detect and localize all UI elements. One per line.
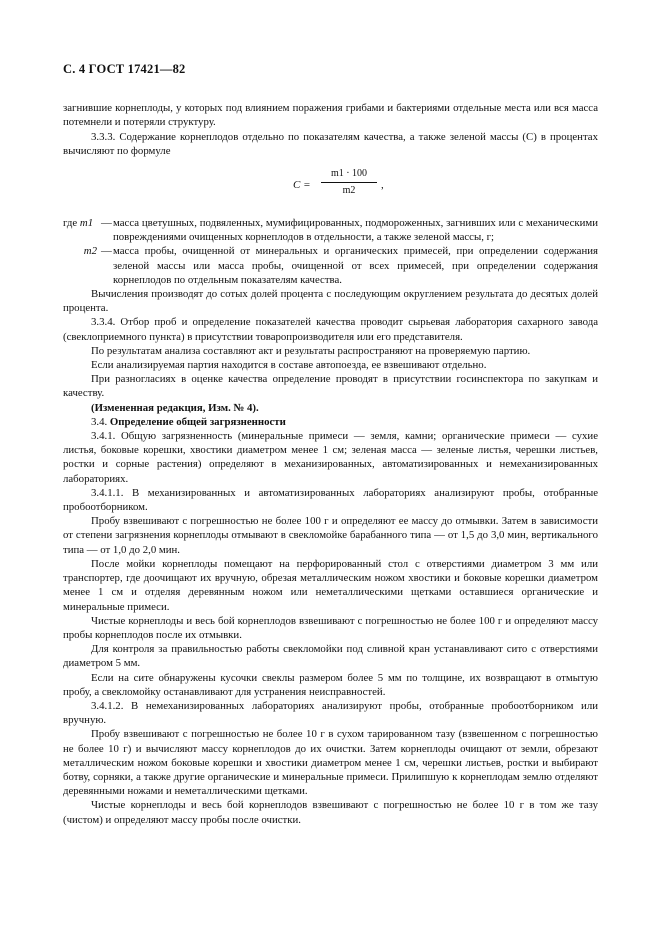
page-header: С. 4 ГОСТ 17421—82 bbox=[63, 62, 186, 76]
paragraph: Пробу взвешивают с погрешностью не более 100 г и определяют ее массу до отмывки. Затем в зависимости от степени загрязнения корнеплоды отмывают в свекломойке барабанного типа — от 1,5 до 3,0 мин, вертикального типа — от 1,0 до 2,0 мин. bbox=[63, 515, 598, 556]
formula-tail: , bbox=[381, 179, 384, 192]
paragraph: Для контроля за правильностью работы свекломойки под сливной кран устанавливают сито с отверстиями диаметром 5 мм. bbox=[63, 643, 598, 670]
paragraph: Если на сите обнаружены кусочки свеклы размером более 5 мм по толщине, их возвращают в отмытую пробу, а свекломойку останавливают для устранения неисправностей. bbox=[63, 671, 598, 698]
definition-text: масса цветушных, подвяленных, мумифицированных, подмороженных, загнивших или с механическими повреждениями очищенных корнеплодов в отдельности, а также зеленой массы, г; bbox=[113, 217, 598, 244]
paragraph: Пробу взвешивают с погрешностью не более 10 г в сухом тарированном тазу (взвешенном с погрешностью не более 10 г) и вычисляют массу корнеплодов до их очистки. Затем корнеплоды очищают от земли, обрезают металлическим ножом боковые корешки и хвостики диаметром менее 1 см, черешки листьев, ростки и выбирают ботву, сорняки, а также другие органические и минеральные примеси. Прилипшую к корнеплодам землю отделяют деревянными ножами и неметаллическими щетками. bbox=[63, 728, 598, 798]
definition-m1 bbox=[63, 216, 598, 244]
paragraph: Чистые корнеплоды и весь бой корнеплодов взвешивают с погрешностью не более 10 г в том же тазу (чистом) и определяют массу пробы после очистки. bbox=[63, 799, 598, 826]
formula-lhs: C = bbox=[293, 179, 311, 192]
paragraph: 3.4.1.2. В немеханизированных лабораториях анализируют пробы, отобранные пробоотборником или вручную. bbox=[63, 699, 598, 727]
definition-dash: — bbox=[101, 217, 112, 230]
definition-term: m2 bbox=[83, 245, 97, 258]
paragraph: После мойки корнеплоды помещают на перфорированный стол с отверстиями диаметром 3 мм или транспортер, где доочищают их вручную, обрезая металлическим ножом хвостики и боковые корешки диаметром менее 1 см и отделяя деревянным ножом или неметаллическими щетками оставшиеся органические и минеральные примеси. bbox=[63, 557, 598, 613]
formula bbox=[63, 168, 598, 208]
paragraph: 3.4.1. Общую загрязненность (минеральные примеси — земля, камни; органические примеси — сухие листья, боковые корешки, хвостики диаметром менее 1 см; зеленая масса — зеленые листья, черешки листьев, ростки и сорные растения) определяют в механизированных, автоматизированных и немеханизированных лабораториях. bbox=[63, 430, 598, 485]
formula-denominator: m2 bbox=[342, 185, 356, 197]
document-page bbox=[63, 62, 598, 827]
paragraph: 3.3.4. Отбор проб и определение показателей качества проводит сырьевая лаборатория сахарного завода (свеклоприемного пункта) в присутствии товаропроизводителя или его представителя. bbox=[63, 316, 598, 343]
amendment-note: (Измененная редакция, Изм. № 4). bbox=[91, 401, 259, 414]
section-heading: 3.4. Определение общей загрязненности bbox=[91, 415, 286, 428]
definition-text: масса пробы, очищенной от минеральных и органических примесей, при определении содержания зеленой массы или масса пробы, очищенной от всех примесей, при определении содержания корнеплодов по отдельным показателям качества. bbox=[113, 245, 598, 286]
paragraph: Если анализируемая партия находится в составе автопоезда, ее взвешивают отдельно. bbox=[91, 359, 487, 372]
definition-term: где m1 bbox=[63, 217, 94, 230]
paragraph: При разногласиях в оценке качества определение проводят в присутствии госинспектора по закупкам и качеству. bbox=[63, 373, 598, 400]
paragraph: Вычисления производят до сотых долей процента с последующим округлением результата до десятых долей процента. bbox=[63, 288, 598, 315]
paragraph: 3.4.1.1. В механизированных и автоматизированных лабораториях анализируют пробы, отобранные пробоотборником. bbox=[63, 486, 598, 514]
formula-numerator: m1 · 100 bbox=[321, 168, 377, 183]
paragraph: Чистые корнеплоды и весь бой корнеплодов взвешивают с погрешностью не более 100 г и определяют массу пробы корнеплодов после их отмывки. bbox=[63, 614, 598, 641]
formula-fraction bbox=[321, 168, 377, 197]
paragraph: загнившие корнеплоды, у которых под влиянием поражения грибами и бактериями отдельные места или вся масса потемнели и потеряли структуру. bbox=[63, 102, 598, 129]
definition-m2 bbox=[63, 244, 598, 287]
paragraph: По результатам анализа составляют акт и результаты распространяют на проверяемую партию. bbox=[91, 344, 531, 357]
paragraph: 3.3.3. Содержание корнеплодов отдельно по показателям качества, а также зеленой массы (С) в процентах вычисляют по формуле bbox=[63, 130, 598, 157]
definition-dash: — bbox=[101, 245, 112, 258]
